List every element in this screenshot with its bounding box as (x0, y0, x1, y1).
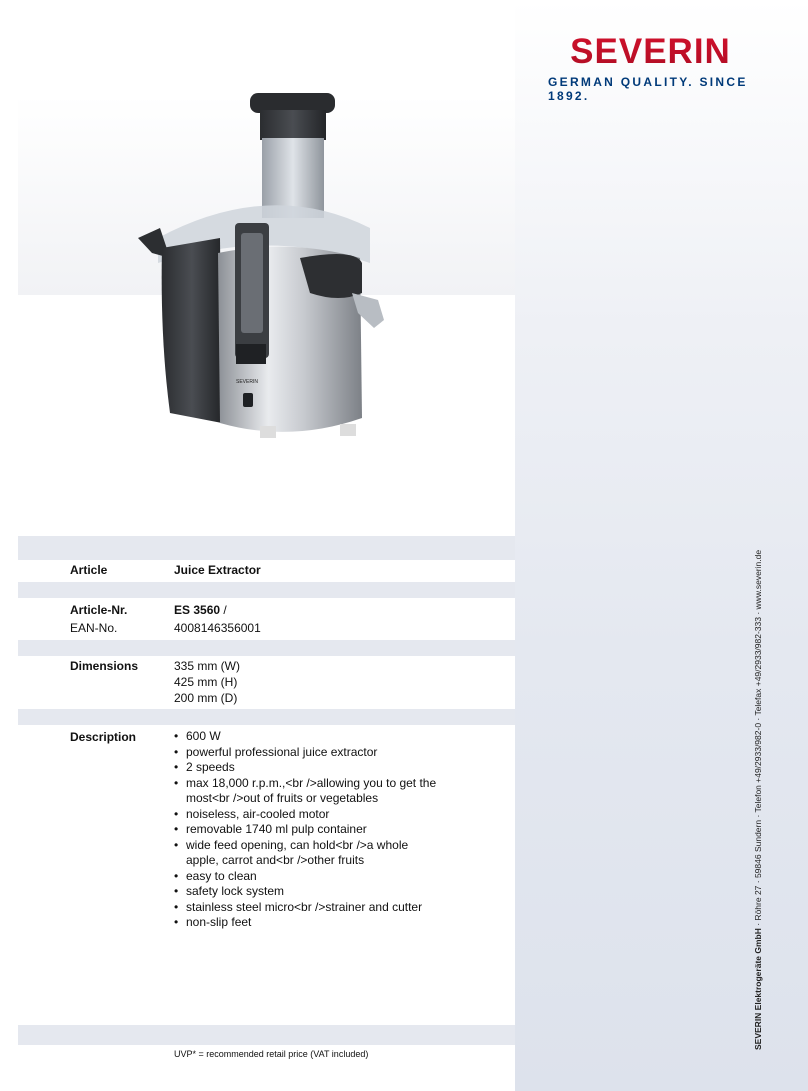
spec-row-dimensions (18, 656, 515, 706)
article-nr-value: ES 3560 (174, 603, 221, 617)
article-nr-suffix: / (220, 603, 227, 617)
list-item: • 600 W (174, 729, 444, 745)
speed-switch (243, 393, 253, 407)
product-badge: SEVERIN (236, 379, 258, 385)
description-values (174, 729, 444, 931)
list-item: • noiseless, air-cooled motor (174, 807, 444, 823)
company-name: SEVERIN Elektrogeräte GmbH (753, 928, 763, 1050)
list-item: • safety lock system (174, 884, 444, 900)
logo-wordmark: SEVERIN (548, 34, 753, 70)
band-separator (18, 582, 515, 598)
dimensions-values (174, 658, 515, 706)
dimensions-label: Dimensions (70, 659, 139, 673)
uvp-note: UVP* = recommended retail price (VAT included) (174, 1049, 369, 1059)
ean-label: EAN-No. (70, 621, 118, 635)
side-panel-background (515, 0, 808, 1091)
dimension-depth: 200 mm (D) (174, 691, 238, 705)
spec-table (18, 536, 515, 931)
spec-row-description (18, 725, 515, 931)
footer-band (18, 1025, 515, 1045)
list-item: • removable 1740 ml pulp container (174, 822, 444, 838)
article-nr-label: Article-Nr. (70, 603, 128, 617)
list-item: • powerful professional juice extractor (174, 745, 444, 761)
band-separator (18, 709, 515, 725)
table-header-band (18, 536, 515, 560)
list-item: • max 18,000 r.p.m.,<br />allowing you to get the most<br />out of fruits or vegetables (174, 776, 444, 807)
company-address: · Röhre 27 · 59846 Sundern · Telefon +49/2933/982-0 · Telefax +49/2933/982-333 · www.severin.de (753, 549, 763, 929)
pulp-container (162, 238, 222, 423)
article-label: Article (70, 563, 108, 577)
brand-logo (548, 34, 758, 103)
dimension-height: 425 mm (H) (174, 675, 238, 689)
list-item: • 2 speeds (174, 760, 444, 776)
juice-extractor-image (130, 88, 400, 448)
spec-row-article (18, 560, 515, 578)
ean-value: 4008146356001 (174, 621, 261, 635)
spec-row-ean (18, 618, 515, 636)
company-address-vertical (752, 549, 764, 1050)
band-separator (18, 640, 515, 656)
list-item: • wide feed opening, can hold<br />a whole apple, carrot and<br />other fruits (174, 838, 444, 869)
article-value: Juice Extractor (174, 563, 261, 577)
brand-tagline: GERMAN QUALITY. SINCE 1892. (548, 75, 748, 103)
dimension-width: 335 mm (W) (174, 659, 240, 673)
list-item: • easy to clean (174, 869, 444, 885)
list-item: • non-slip feet (174, 915, 444, 931)
feature-list (174, 729, 444, 931)
spec-row-article-nr (18, 598, 515, 618)
article-nr-value-group (174, 602, 515, 618)
pusher-top (260, 110, 326, 140)
description-label: Description (70, 730, 137, 744)
list-item: • stainless steel micro<br />strainer and cutter (174, 900, 444, 916)
